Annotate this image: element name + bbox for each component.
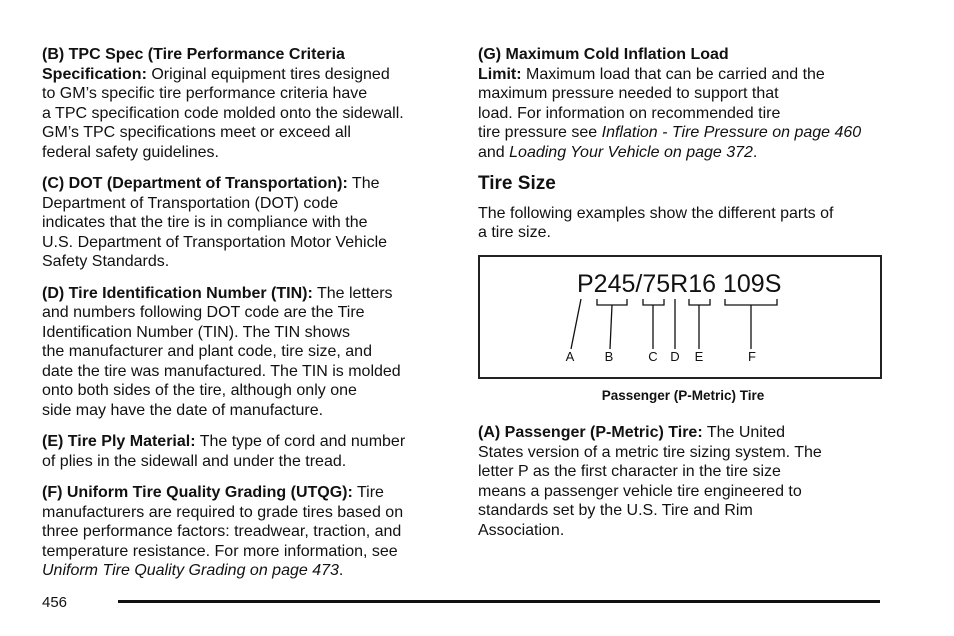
max-load-paragraph — [478, 45, 888, 162]
label-a: A — [565, 348, 575, 364]
right-column — [478, 45, 888, 552]
text-line: . — [752, 143, 758, 161]
text-line: standards set by the U.S. Tire and Rim — [478, 502, 753, 519]
tire-size-intro — [478, 204, 888, 243]
label-b: B — [604, 348, 614, 364]
text-line: Original equipment tires designed — [151, 65, 390, 83]
text-line: to GM’s specific tire performance criteria have — [42, 85, 368, 102]
label-e: E — [694, 348, 704, 364]
tin-paragraph — [42, 284, 452, 421]
text-line: means a passenger vehicle tire engineered to — [478, 482, 802, 500]
diagram-caption: Passenger (P-Metric) Tire — [601, 387, 765, 403]
bracket-c — [643, 299, 664, 305]
text-line: date the tire was manufactured. The TIN is molded — [42, 362, 401, 380]
pointer-lines — [571, 299, 777, 349]
pointer-line-b — [610, 305, 612, 349]
text-line: manufacturers are required to grade tires based on — [42, 503, 404, 521]
max-load-term-cont: Limit: — [478, 65, 522, 83]
label-d: D — [670, 348, 680, 364]
inflation-page-reference[interactable]: Inflation - Tire Pressure on page 460 — [601, 124, 862, 141]
tire-size-diagram — [478, 255, 882, 379]
tin-term: (D) Tire Identification Number (TIN): — [42, 284, 313, 302]
ply-paragraph — [42, 432, 452, 471]
text-line: and — [478, 143, 505, 161]
page-number: 456 — [42, 594, 68, 611]
text-line: temperature resistance. For more information, see — [42, 542, 398, 560]
loading-page-reference[interactable]: Loading Your Vehicle on page 372 — [509, 143, 753, 161]
ply-term: (E) Tire Ply Material: — [42, 433, 196, 450]
text-line: GM’s TPC specifications meet or exceed all — [42, 124, 351, 141]
text-line: a TPC specification code molded onto the sidewall. — [42, 104, 404, 122]
text-line: the manufacturer and plant code, tire size, and — [42, 343, 372, 360]
text-line: U.S. Department of Transportation Motor Vehicle — [42, 233, 388, 251]
label-f: F — [748, 348, 756, 364]
utqg-term: (F) Uniform Tire Quality Grading (UTQG): — [42, 484, 353, 501]
text-line: The letters — [316, 284, 393, 302]
text-line: onto both sides of the tire, although only one — [42, 382, 357, 399]
text-line: side may have the date of manufacture. — [42, 401, 324, 419]
utqg-paragraph — [42, 483, 452, 581]
text-line: . — [338, 562, 344, 579]
max-load-term: (G) Maximum Cold Inflation Load — [478, 46, 729, 63]
text-line: The type of cord and number — [199, 433, 406, 450]
text-line: of plies in the sidewall and under the tread. — [42, 452, 347, 470]
tire-load-text: 109S — [723, 269, 782, 298]
bracket-f — [725, 299, 777, 305]
text-line: letter P as the first character in the tire size — [478, 463, 781, 480]
tpc-spec-term: (B) TPC Spec (Tire Performance Criteria — [42, 46, 345, 63]
label-c: C — [648, 348, 658, 364]
text-line: Department of Transportation (DOT) code — [42, 194, 339, 212]
tpc-spec-paragraph — [42, 45, 452, 162]
text-line: load. For information on recommended tire — [478, 104, 781, 122]
text-line: Maximum load that can be carried and the — [526, 65, 825, 83]
dot-paragraph — [42, 174, 452, 272]
text-line: The United — [706, 424, 786, 441]
tire-size-text: P245/75R16 — [577, 269, 717, 298]
text-line: indicates that the tire is in compliance with the — [42, 214, 368, 231]
utqg-page-reference[interactable]: Uniform Tire Quality Grading on page 473 — [42, 562, 339, 579]
text-line: and numbers following DOT code are the Tire — [42, 304, 365, 321]
pointer-line-a — [571, 299, 581, 349]
text-line: Safety Standards. — [42, 253, 170, 270]
text-line: a tire size. — [478, 224, 551, 241]
tire-size-heading: Tire Size — [478, 173, 556, 194]
text-line: Association. — [478, 521, 565, 539]
text-line: Tire — [356, 484, 384, 501]
bracket-e — [689, 299, 710, 305]
text-line: Identification Number (TIN). The TIN shows — [42, 323, 350, 341]
tpc-spec-term-cont: Specification: — [42, 65, 147, 83]
text-line: federal safety guidelines. — [42, 143, 219, 161]
text-line: three performance factors: treadwear, traction, and — [42, 523, 402, 540]
left-column — [42, 45, 452, 593]
text-line: The following examples show the different parts of — [478, 204, 834, 222]
text-line: tire pressure see — [478, 124, 598, 141]
tire-size-diagram-svg — [480, 257, 880, 377]
passenger-tire-term: (A) Passenger (P-Metric) Tire: — [478, 424, 703, 441]
text-line: The — [351, 175, 380, 192]
footer-rule — [118, 600, 880, 603]
bracket-b — [597, 299, 627, 305]
text-line: maximum pressure needed to support that — [478, 85, 779, 102]
text-line: States version of a metric tire sizing system. The — [478, 443, 822, 461]
passenger-tire-paragraph — [478, 423, 888, 540]
dot-term: (C) DOT (Department of Transportation): — [42, 175, 348, 192]
